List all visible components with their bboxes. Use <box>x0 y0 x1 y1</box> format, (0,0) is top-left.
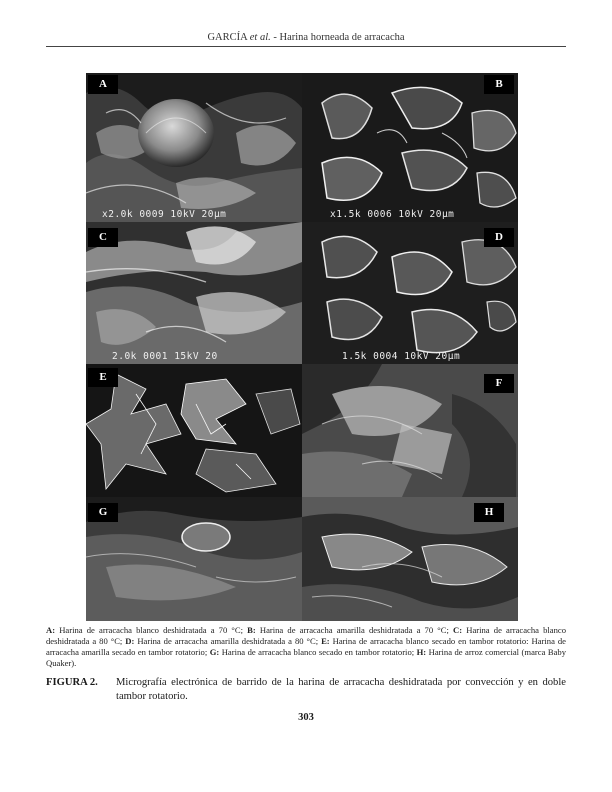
scale-bar-text-b: x1.5k 0006 10kV 20µm <box>330 209 455 220</box>
running-head <box>46 32 566 43</box>
panel-label-d: D <box>484 228 514 247</box>
legend-key-e: E: <box>321 636 330 646</box>
running-head-etal: et al. <box>249 32 271 43</box>
micrograph-figure <box>86 73 518 621</box>
figure-legend <box>46 625 566 669</box>
micrograph-b-image <box>302 73 518 222</box>
legend-text-d: Harina de arracacha amarilla deshidratada a 80 °C; <box>134 636 322 646</box>
micrograph-panel-d <box>302 222 518 364</box>
running-head-separator: - <box>270 32 280 43</box>
panel-label-e: E <box>88 368 118 387</box>
running-head-title: Harina horneada de arracacha <box>279 32 405 43</box>
scale-bar-text-d: 1.5k 0004 10kV 20µm <box>342 351 461 362</box>
header-rule <box>46 46 566 47</box>
panel-label-f: F <box>484 374 514 393</box>
scale-bar-text-a: x2.0k 0009 10kV 20µm <box>102 209 227 220</box>
figure-caption-label: FIGURA 2. <box>46 677 98 688</box>
panel-label-h: H <box>474 503 504 522</box>
micrograph-panel-b <box>302 73 518 222</box>
micrograph-panel-g <box>86 497 302 621</box>
micrograph-panel-c <box>86 222 302 364</box>
legend-key-g: G: <box>209 647 220 657</box>
legend-text-a: Harina de arracacha blanco deshidratada a 70 °C; <box>55 625 248 635</box>
micrograph-panel-a <box>86 73 302 222</box>
page-number: 303 <box>298 712 314 723</box>
micrograph-panel-f <box>302 364 518 497</box>
legend-key-b: B: <box>247 625 256 635</box>
panel-label-c: C <box>88 228 118 247</box>
legend-key-c: C: <box>453 625 463 635</box>
micrograph-c-image <box>86 222 302 364</box>
legend-text-b: Harina de arracacha amarilla deshidratada a 70 °C; <box>255 625 454 635</box>
legend-text-e: Harina de arracacha blanco secado en tambor rotatorio: Harina de arracacha amarilla secado en tambor rotatorio; <box>46 636 566 657</box>
panel-label-g: G <box>88 503 118 522</box>
scale-bar-text-c: 2.0k 0001 15kV 20 <box>112 351 218 362</box>
legend-key-a: A: <box>46 625 56 635</box>
micrograph-e-image <box>86 364 302 497</box>
panel-label-b: B <box>484 75 514 94</box>
legend-text-g: Harina de arracacha blanco secado en tambor rotatorio; <box>219 647 417 657</box>
micrograph-panel-e <box>86 364 302 497</box>
micrograph-g-image <box>86 497 302 621</box>
micrograph-a-image <box>86 73 302 222</box>
panel-label-a: A <box>88 75 118 94</box>
legend-key-h: H: <box>416 647 427 657</box>
legend-key-d: D: <box>125 636 135 646</box>
micrograph-panel-h <box>302 497 518 621</box>
figure-caption-text: Micrografía electrónica de barrido de la harina de arracacha deshidratada por convección y en doble tambor rotatorio. <box>116 677 566 702</box>
running-head-authors: GARCÍA <box>207 32 248 43</box>
legend-text-h: Harina de arroz comercial (marca Baby Quaker). <box>46 647 566 668</box>
legend-text-c: Harina de arracacha blanco deshidratada a 80 °C; <box>46 625 566 646</box>
